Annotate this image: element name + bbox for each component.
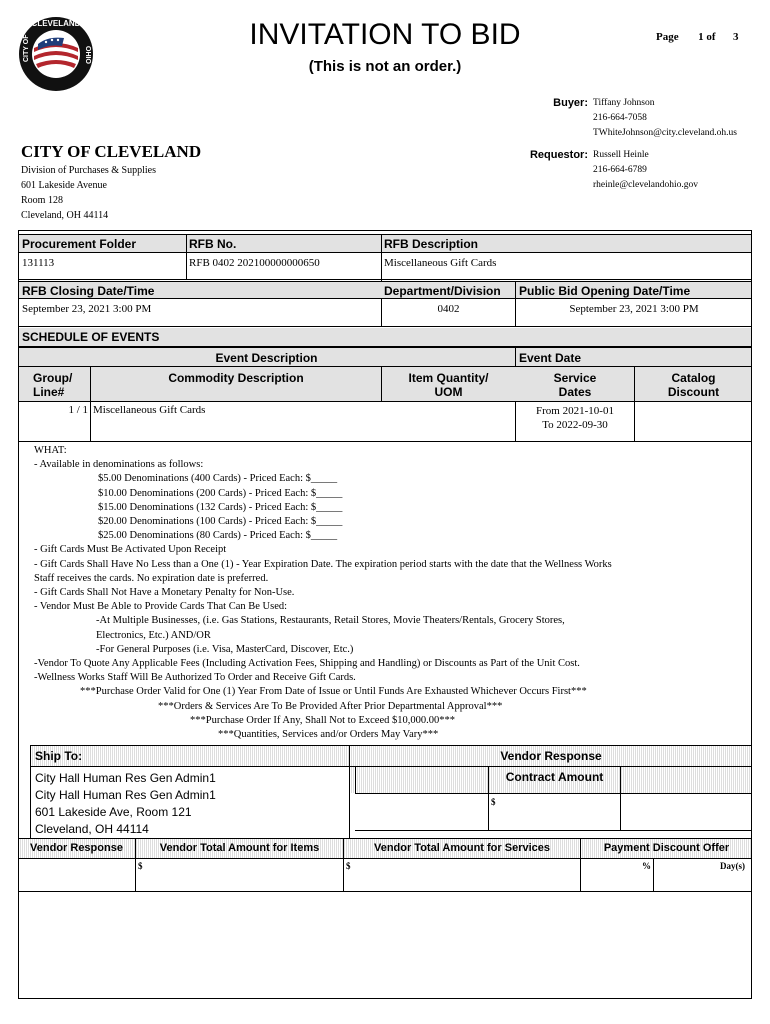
requestor-email: rheinle@clevelandohio.gov bbox=[593, 180, 699, 190]
spec-line: ***Orders & Services Are To Be Provided After Prior Departmental Approval*** bbox=[158, 700, 503, 712]
spec-line: Electronics, Etc.) AND/OR bbox=[96, 629, 211, 641]
procurement-folder-value: 131113 bbox=[22, 257, 55, 269]
discount-percent: % bbox=[642, 861, 651, 871]
vendor-response-label: Vendor Response bbox=[500, 749, 602, 763]
ship-to-label: Ship To: bbox=[35, 749, 83, 763]
contract-amount-dollar: $ bbox=[491, 797, 496, 807]
closing-date-value: September 23, 2021 3:00 PM bbox=[22, 303, 152, 315]
ship-to-line: 601 Lakeside Ave, Room 121 bbox=[35, 805, 192, 819]
department-value: 0402 bbox=[437, 303, 460, 315]
discount-days: Day(s) bbox=[720, 861, 745, 871]
spec-line: $5.00 Denominations (400 Cards) - Priced Each: $_____ bbox=[98, 473, 338, 485]
requestor-phone: 216-664-6789 bbox=[593, 165, 647, 175]
vendor-response-input[interactable] bbox=[18, 858, 136, 891]
total-items-input[interactable] bbox=[136, 858, 343, 891]
spec-line: Staff receives the cards. No expiration date is preferred. bbox=[34, 572, 269, 584]
ship-to-address bbox=[35, 770, 216, 838]
footer-vendor-response-label: Vendor Response bbox=[30, 842, 123, 854]
buyer-phone: 216-664-7058 bbox=[593, 113, 647, 123]
svg-text:OHIO: OHIO bbox=[84, 46, 91, 64]
spec-line: $15.00 Denominations (132 Cards) - Priced Each: $_____ bbox=[98, 501, 343, 513]
total-items-label: Vendor Total Amount for Items bbox=[159, 842, 320, 854]
spec-line: -At Multiple Businesses, (i.e. Gas Stations, Restaurants, Retail Stores, Movie Theaters/Rentals, Grocery Stores, bbox=[96, 615, 565, 627]
rfb-no-label: RFB No. bbox=[189, 237, 237, 251]
spec-line: $10.00 Denominations (200 Cards) - Priced Each: $_____ bbox=[98, 487, 343, 499]
schedule-of-events-label: SCHEDULE OF EVENTS bbox=[22, 330, 160, 344]
services-dollar: $ bbox=[346, 861, 351, 871]
spec-line: - Gift Cards Shall Have No Less than a One (1) - Year Expiration Date. The expiration period starts with the date that the Wellness Works bbox=[34, 558, 612, 570]
procurement-folder-label: Procurement Folder bbox=[22, 237, 137, 251]
spec-line: ***Purchase Order If Any, Shall Not to Exceed $10,000.00*** bbox=[190, 714, 455, 726]
contract-amount-label: Contract Amount bbox=[505, 770, 604, 784]
service-dates-label: Service Dates bbox=[553, 371, 597, 399]
spec-line: $20.00 Denominations (100 Cards) - Priced Each: $_____ bbox=[98, 516, 343, 528]
spec-line: WHAT: bbox=[34, 445, 67, 456]
requestor-info bbox=[593, 148, 698, 193]
total-services-input[interactable] bbox=[344, 858, 580, 891]
discount-days-input[interactable] bbox=[654, 858, 751, 891]
line-service-dates bbox=[516, 404, 634, 432]
spec-line: - Gift Cards Must Be Activated Upon Receipt bbox=[34, 544, 227, 556]
items-dollar: $ bbox=[138, 861, 143, 871]
vendor-comments-area[interactable] bbox=[19, 892, 751, 998]
opening-date-value: September 23, 2021 3:00 PM bbox=[569, 303, 699, 315]
spec-line: - Vendor Must Be Able to Provide Cards That Can Be Used: bbox=[34, 601, 288, 613]
page-label: Page bbox=[656, 31, 679, 43]
contract-amount-input[interactable] bbox=[488, 793, 621, 831]
buyer-name: Tiffany Johnson bbox=[593, 98, 655, 108]
city-address bbox=[21, 163, 156, 223]
item-quantity-label: Item Quantity/ UOM bbox=[408, 371, 489, 399]
ship-to-line: City Hall Human Res Gen Admin1 bbox=[35, 788, 216, 802]
buyer-label: Buyer: bbox=[553, 97, 588, 109]
rfb-description-label: RFB Description bbox=[384, 237, 479, 251]
buyer-info bbox=[593, 96, 737, 141]
page-counter bbox=[656, 31, 739, 43]
ship-to-line: Cleveland, OH 44114 bbox=[35, 822, 149, 836]
city-address-line: 601 Lakeside Avenue bbox=[21, 180, 107, 191]
svg-text:CLEVELAND: CLEVELAND bbox=[31, 19, 81, 28]
buyer-email: TWhiteJohnson@city.cleveland.oh.us bbox=[593, 128, 738, 138]
city-name: CITY OF CLEVELAND bbox=[21, 142, 202, 161]
opening-date-label: Public Bid Opening Date/Time bbox=[519, 284, 691, 298]
city-address-line: Cleveland, OH 44114 bbox=[21, 210, 109, 221]
city-seal-logo bbox=[18, 16, 94, 92]
city-address-line: Room 128 bbox=[21, 195, 63, 206]
spec-line: $25.00 Denominations (80 Cards) - Priced Each: $_____ bbox=[98, 530, 338, 542]
event-description-label: Event Description bbox=[215, 351, 318, 365]
requestor-name: Russell Heinle bbox=[593, 150, 649, 160]
service-from: From 2021-10-01 bbox=[536, 405, 614, 417]
document-subtitle: (This is not an order.) bbox=[308, 58, 462, 75]
event-date-label: Event Date bbox=[519, 351, 582, 365]
page-total: 3 bbox=[733, 31, 739, 43]
line-group-value: 1 / 1 bbox=[68, 404, 88, 416]
spec-line: - Gift Cards Shall Not Have a Monetary Penalty for Non-Use. bbox=[34, 587, 295, 599]
document-title: INVITATION TO BID bbox=[249, 18, 521, 51]
line-commodity-value: Miscellaneous Gift Cards bbox=[93, 404, 206, 416]
ship-to-line: City Hall Human Res Gen Admin1 bbox=[35, 771, 216, 785]
closing-date-label: RFB Closing Date/Time bbox=[22, 284, 155, 298]
spec-line: -Wellness Works Staff Will Be Authorized To Order and Receive Gift Cards. bbox=[34, 672, 356, 684]
requestor-label: Requestor: bbox=[529, 149, 588, 161]
rfb-description-value: Miscellaneous Gift Cards bbox=[384, 257, 497, 269]
svg-text:CITY OF: CITY OF bbox=[23, 34, 30, 62]
city-address-line: Division of Purchases & Supplies bbox=[21, 165, 156, 176]
service-to: To 2022-09-30 bbox=[542, 419, 608, 431]
department-label: Department/Division bbox=[384, 284, 501, 298]
spec-line: - Available in denominations as follows: bbox=[34, 459, 204, 471]
group-line-label: Group/ Line# bbox=[33, 371, 73, 399]
rfb-no-value: RFB 0402 202100000000650 bbox=[189, 257, 320, 269]
spec-line: -Vendor To Quote Any Applicable Fees (Including Activation Fees, Shipping and Handling) or Discounts as Part of the Unit Cost. bbox=[34, 658, 580, 670]
total-services-label: Vendor Total Amount for Services bbox=[373, 842, 551, 854]
spec-line: -For General Purposes (i.e. Visa, MasterCard, Discover, Etc.) bbox=[96, 643, 354, 655]
commodity-description-label: Commodity Description bbox=[168, 371, 304, 385]
discount-percent-input[interactable] bbox=[581, 858, 653, 891]
payment-discount-label: Payment Discount Offer bbox=[603, 842, 730, 854]
page-of: of bbox=[706, 31, 716, 43]
spec-line: ***Quantities, Services and/or Orders May Vary*** bbox=[218, 729, 439, 741]
spec-line: ***Purchase Order Valid for One (1) Year From Date of Issue or Until Funds Are Exhausted Whichever Occurs First*** bbox=[80, 686, 587, 698]
page-current: 1 bbox=[698, 31, 704, 43]
bid-specification-text bbox=[34, 444, 750, 742]
catalog-discount-label: Catalog Discount bbox=[667, 371, 720, 399]
